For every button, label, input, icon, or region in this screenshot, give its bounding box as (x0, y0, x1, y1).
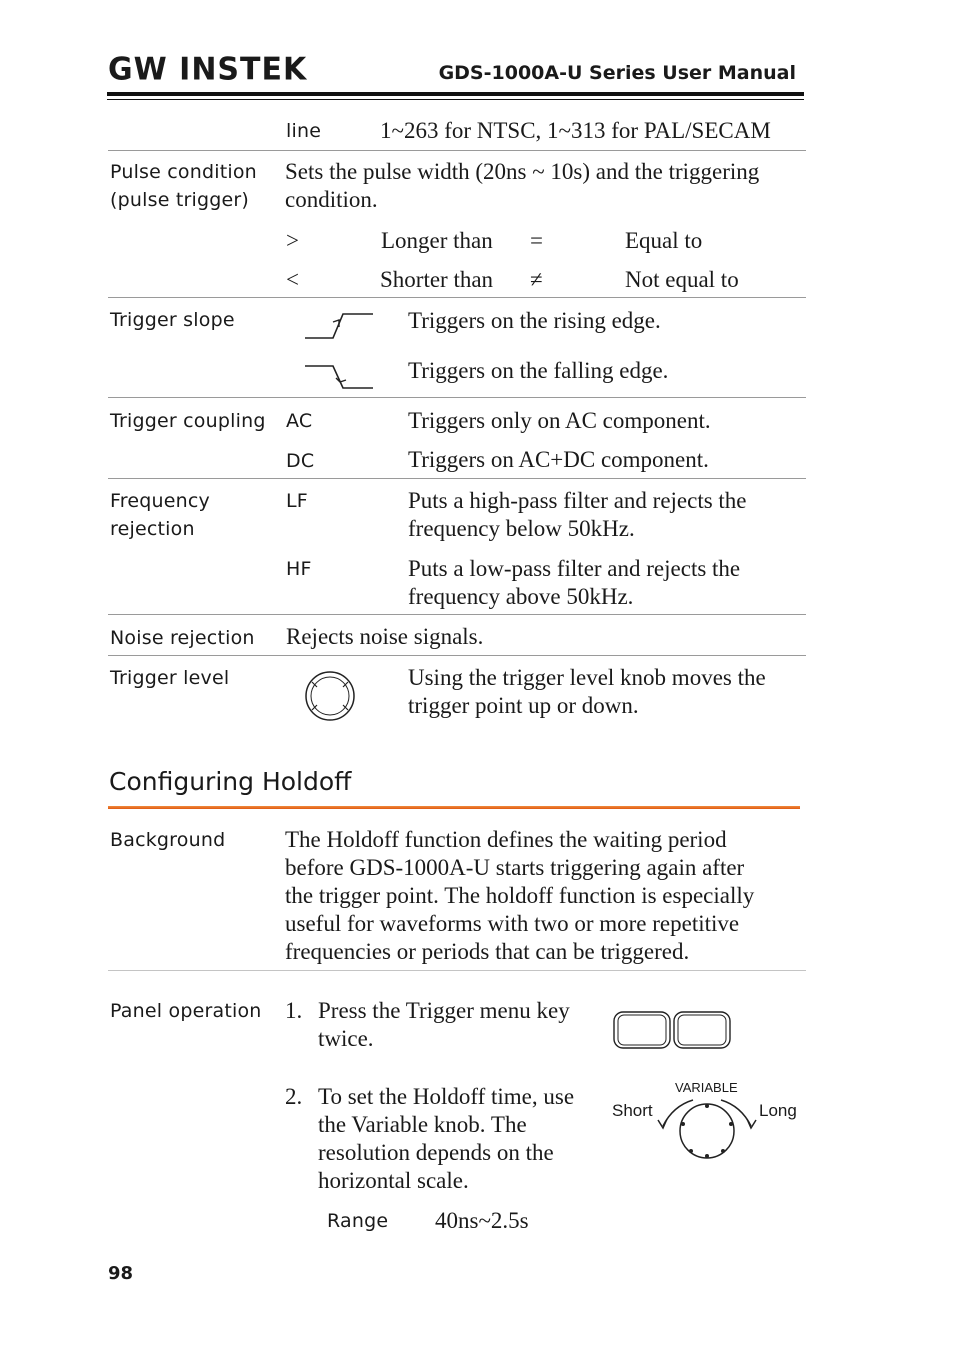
op-symbol: ≠ (530, 267, 543, 292)
row-divider (108, 297, 806, 298)
op-text: Shorter than (380, 267, 494, 292)
op-symbol: < (286, 267, 299, 292)
line-value: 1~263 for NTSC, 1~313 for PAL/SECAM (380, 118, 771, 143)
section-heading: Configuring Holdoff (109, 767, 352, 796)
falling-edge-icon (300, 358, 380, 394)
background-text-line: the trigger point. The holdoff function is especially (285, 883, 755, 908)
step-2-text: the Variable knob. The (318, 1112, 527, 1137)
freq-lf-key: LF (286, 490, 308, 512)
row-divider (108, 655, 806, 656)
row-divider (108, 397, 806, 398)
freq-hf-key: HF (286, 558, 312, 580)
coupling-dc-key: DC (286, 450, 315, 472)
background-text-line: useful for waveforms with two or more repetitive (285, 911, 740, 936)
trigger-level-knob-icon (300, 666, 360, 726)
coupling-dc-desc: Triggers on AC+DC component. (408, 447, 709, 472)
freq-lf-desc-2: frequency below 50kHz. (408, 516, 635, 541)
coupling-ac-desc: Triggers only on AC component. (408, 408, 711, 433)
noise-label: Noise rejection (110, 627, 255, 649)
op-text: Not equal to (625, 267, 739, 292)
line-key: line (286, 120, 322, 142)
trigger-menu-key-icon (612, 1010, 734, 1052)
pulse-desc-1: Sets the pulse width (20ns ~ 10s) and the triggering (285, 159, 760, 184)
slope-falling-desc: Triggers on the falling edge. (408, 358, 669, 383)
pulse-label-2: (pulse trigger) (110, 189, 249, 211)
level-label: Trigger level (110, 667, 230, 689)
step-2-number: 2. (285, 1084, 303, 1109)
row-divider (108, 150, 806, 151)
background-text-line: frequencies or periods that can be triggered. (285, 939, 690, 964)
row-divider (108, 970, 806, 971)
step-1-text: Press the Trigger menu key (318, 998, 570, 1023)
op-text: Equal to (625, 228, 703, 253)
freq-hf-desc-2: frequency above 50kHz. (408, 584, 634, 609)
variable-knob-icon (655, 1096, 759, 1164)
step-1-number: 1. (285, 998, 303, 1023)
freq-lf-desc-1: Puts a high-pass filter and rejects the (408, 488, 747, 513)
coupling-ac-key: AC (286, 410, 313, 432)
page-number: 98 (108, 1263, 134, 1284)
op-symbol: = (530, 228, 543, 253)
slope-label: Trigger slope (110, 309, 235, 331)
rising-edge-icon (300, 308, 380, 344)
row-divider (108, 478, 806, 479)
pulse-desc-2: condition. (285, 187, 378, 212)
range-value: 40ns~2.5s (435, 1208, 529, 1233)
header-rule-thin (107, 99, 804, 100)
freq-label-2: rejection (110, 518, 195, 540)
op-text: Longer than (381, 228, 493, 253)
freq-label-1: Frequency (110, 490, 210, 512)
panel-operation-label: Panel operation (110, 1000, 262, 1022)
level-desc-1: Using the trigger level knob moves the (408, 665, 766, 690)
step-1-text: twice. (318, 1026, 374, 1051)
manual-title: GDS-1000A-U Series User Manual (438, 62, 796, 84)
slope-rising-desc: Triggers on the rising edge. (408, 308, 661, 333)
step-2-text: resolution depends on the (318, 1140, 554, 1165)
row-divider (108, 614, 806, 615)
knob-long-label: Long (759, 1101, 797, 1120)
section-underline (108, 806, 800, 809)
step-2-text: To set the Holdoff time, use (318, 1084, 575, 1109)
op-symbol: > (286, 228, 299, 253)
knob-short-label: Short (612, 1101, 653, 1120)
coupling-label: Trigger coupling (110, 410, 266, 432)
step-2-text: horizontal scale. (318, 1168, 469, 1193)
background-text-line: before GDS-1000A-U starts triggering again after (285, 855, 745, 880)
background-text-line: The Holdoff function defines the waiting period (285, 827, 727, 852)
header-rule-thick (107, 92, 804, 96)
freq-hf-desc-1: Puts a low-pass filter and rejects the (408, 556, 741, 581)
brand-logo: GW INSTEK (108, 51, 308, 88)
noise-desc: Rejects noise signals. (286, 624, 484, 649)
background-label: Background (110, 829, 226, 851)
range-label: Range (327, 1210, 389, 1232)
pulse-label-1: Pulse condition (110, 161, 257, 183)
level-desc-2: trigger point up or down. (408, 693, 639, 718)
variable-knob-title: VARIABLE (675, 1080, 738, 1095)
